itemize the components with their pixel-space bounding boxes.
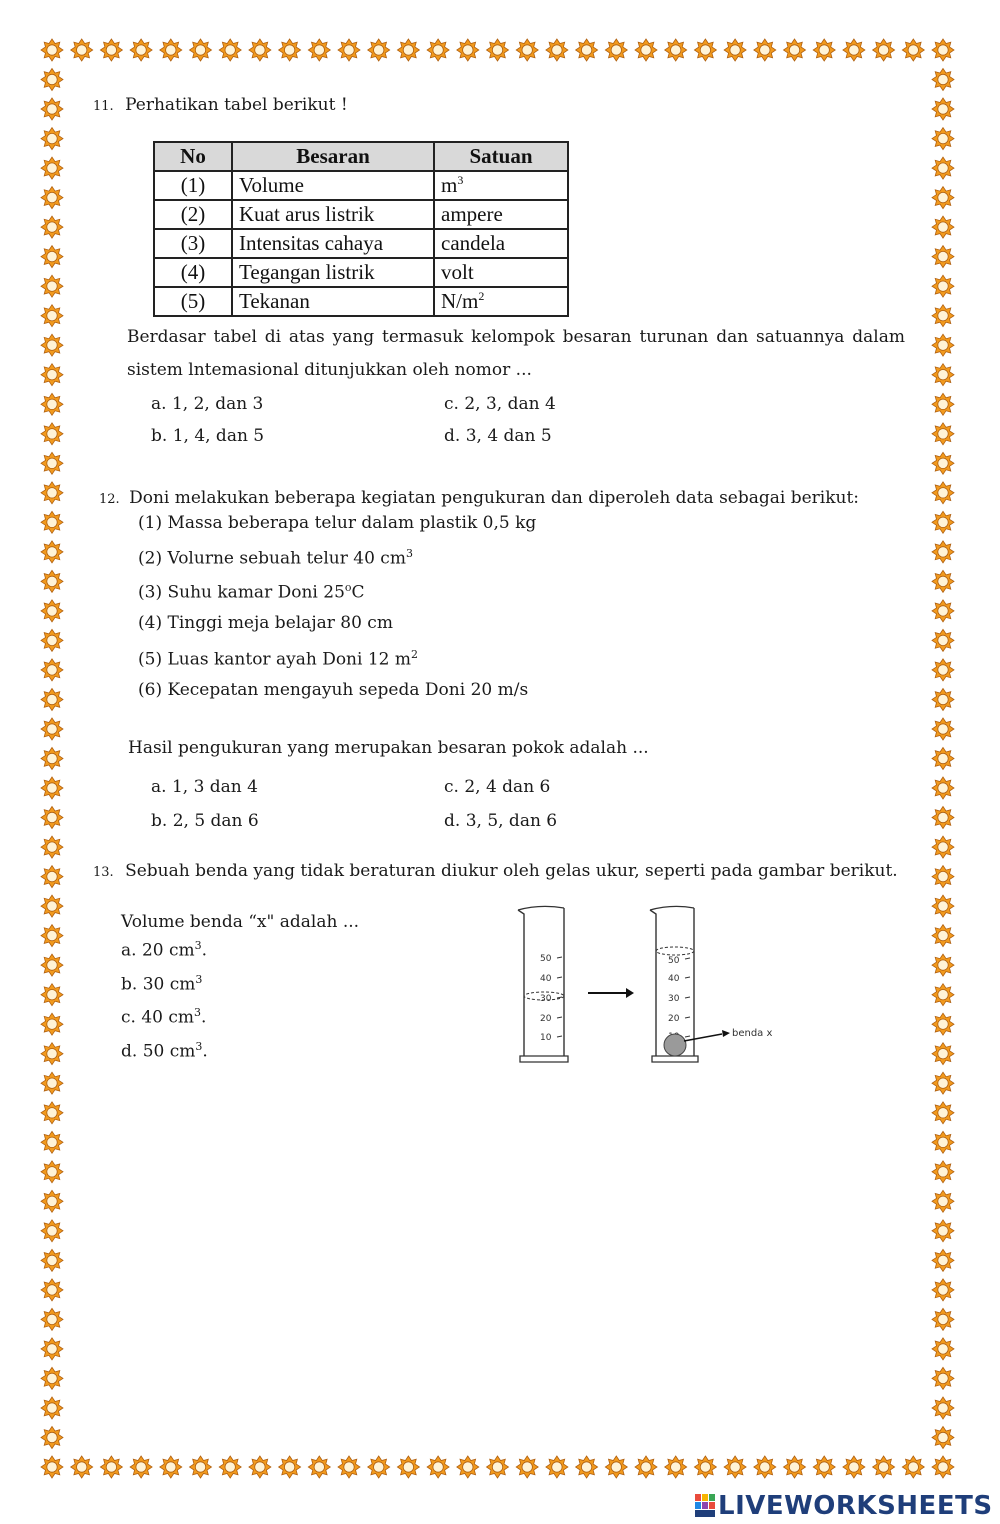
sun-ornament <box>932 689 954 711</box>
sun-ornament <box>190 1456 212 1478</box>
sun-ornament <box>41 98 63 120</box>
liveworksheets-logo <box>694 1491 993 1521</box>
table-header-besaran: Besaran <box>232 142 434 171</box>
sun-ornament <box>932 305 954 327</box>
sun-ornament <box>41 866 63 888</box>
object-x <box>664 1034 686 1056</box>
sun-ornament <box>932 659 954 681</box>
q13-prompt: Sebuah benda yang tidak beraturan diukur oleh gelas ukur, seperti pada gambar berikut. <box>125 861 898 881</box>
sun-ornament <box>665 1456 687 1478</box>
right-tick-50: 50 <box>668 956 680 966</box>
sun-ornament <box>932 1397 954 1419</box>
sun-ornament <box>635 39 657 61</box>
sun-ornament <box>190 39 212 61</box>
sun-ornament <box>41 39 63 61</box>
q13-option-d[interactable]: d. 50 $cm^3$. <box>121 1040 208 1062</box>
q13-option-b[interactable]: b. 30 $cm^3$ <box>121 973 203 995</box>
sun-ornament <box>873 39 895 61</box>
q12-number: 12. <box>99 492 120 507</box>
sun-ornament <box>249 1456 271 1478</box>
q12-prompt: Doni melakukan beberapa kegiatan pengukuran dan diperoleh data sebagai berikut: <box>129 488 860 508</box>
sun-ornament <box>41 1161 63 1183</box>
table-row: (2) Kuat arus listrik ampere <box>154 200 568 229</box>
sun-ornament <box>41 1043 63 1065</box>
sun-ornament <box>932 1220 954 1242</box>
right-tick-30: 30 <box>668 994 680 1004</box>
sun-ornament <box>932 1190 954 1212</box>
object-x-label: benda x <box>732 1028 773 1039</box>
q11-option-c[interactable]: c. 2, 3, dan 4 <box>444 394 556 414</box>
sun-ornament <box>41 393 63 415</box>
sun-ornament <box>41 1072 63 1094</box>
sun-ornament <box>41 1249 63 1271</box>
q11-table-container <box>153 141 569 317</box>
sun-ornament <box>932 1013 954 1035</box>
q12-option-c[interactable]: c. 2, 4 dan 6 <box>444 777 551 797</box>
sun-ornament <box>100 39 122 61</box>
sun-ornament <box>932 1308 954 1330</box>
sun-ornament <box>932 984 954 1006</box>
sun-ornament <box>932 1279 954 1301</box>
sun-ornament <box>41 1131 63 1153</box>
table-row: (5) Tekanan $N/m^2$ <box>154 287 568 316</box>
sun-ornament <box>932 511 954 533</box>
sun-ornament <box>41 689 63 711</box>
q11-option-b[interactable]: b. 1, 4, dan 5 <box>151 426 265 446</box>
sun-ornament <box>160 1456 182 1478</box>
sun-ornament <box>932 39 954 61</box>
left-tick-50: 50 <box>540 954 552 964</box>
sun-ornament <box>457 39 479 61</box>
sun-ornament <box>41 954 63 976</box>
sun-ornament <box>41 718 63 740</box>
sun-ornament <box>41 984 63 1006</box>
arrow-icon <box>588 988 634 998</box>
sun-ornament <box>41 836 63 858</box>
sun-ornament <box>41 275 63 297</box>
sun-ornament <box>41 1397 63 1419</box>
right-tick-20: 20 <box>668 1014 680 1024</box>
sun-ornament <box>160 39 182 61</box>
sun-ornament <box>694 1456 716 1478</box>
sun-ornament <box>932 334 954 356</box>
sun-ornament <box>41 570 63 592</box>
sun-ornament <box>932 1338 954 1360</box>
sun-ornament <box>41 1367 63 1389</box>
sun-ornament <box>902 39 924 61</box>
q11-prompt: Perhatikan tabel berikut ! <box>125 95 348 115</box>
sun-ornament <box>932 1043 954 1065</box>
table-header-satuan: Satuan <box>434 142 568 171</box>
q13-header <box>93 863 898 880</box>
sun-ornament <box>546 39 568 61</box>
sun-ornament <box>754 39 776 61</box>
sun-ornament <box>546 1456 568 1478</box>
sun-ornament <box>813 39 835 61</box>
sun-ornament <box>41 659 63 681</box>
sun-ornament <box>724 39 746 61</box>
sun-ornament <box>41 452 63 474</box>
q11-table <box>153 141 569 317</box>
sun-ornament <box>932 925 954 947</box>
sun-ornament <box>41 157 63 179</box>
right-cylinder <box>650 906 772 1062</box>
sun-ornament <box>308 1456 330 1478</box>
q12-item-1: (1) Massa beberapa telur dalam plastik 0,5 kg <box>138 513 537 533</box>
sun-ornament <box>41 305 63 327</box>
q12-stem: Hasil pengukuran yang merupakan besaran pokok adalah ... <box>128 738 649 758</box>
sun-ornament <box>41 1220 63 1242</box>
sun-ornament <box>932 216 954 238</box>
sun-ornament <box>932 69 954 91</box>
sun-ornament <box>932 128 954 150</box>
logo-text: LIVEWORKSHEETS <box>718 1491 993 1521</box>
right-tick-40: 40 <box>668 974 680 984</box>
sun-ornament <box>932 393 954 415</box>
q11-stem-line2: sistem lntemasional ditunjukkan oleh nomor ... <box>127 360 532 380</box>
sun-ornament <box>41 1456 63 1478</box>
sun-ornament <box>397 39 419 61</box>
sun-ornament <box>41 629 63 651</box>
sun-ornament <box>41 1190 63 1212</box>
table-header-no: No <box>154 142 232 171</box>
q11-option-a[interactable]: a. 1, 2, dan 3 <box>151 394 264 414</box>
sun-ornament <box>249 39 271 61</box>
sun-ornament <box>397 1456 419 1478</box>
q13-option-c[interactable]: c. 40 $cm^3$. <box>121 1006 207 1028</box>
logo-icon <box>694 1493 716 1519</box>
sun-ornament <box>932 246 954 268</box>
sun-ornament <box>427 39 449 61</box>
sun-ornament <box>368 39 390 61</box>
sun-ornament <box>843 1456 865 1478</box>
q12-option-d[interactable]: d. 3, 5, dan 6 <box>444 811 558 831</box>
sun-ornament <box>724 1456 746 1478</box>
sun-ornament <box>932 98 954 120</box>
sun-ornament <box>279 1456 301 1478</box>
q13-number: 13. <box>93 865 114 880</box>
sun-ornament <box>932 1102 954 1124</box>
q12-item-4: (4) Tinggi meja belajar 80 cm <box>138 613 393 633</box>
sun-ornament <box>41 1427 63 1449</box>
sun-ornament <box>754 1456 776 1478</box>
sun-ornament <box>41 187 63 209</box>
sun-ornament <box>932 748 954 770</box>
left-tick-40: 40 <box>540 974 552 984</box>
sun-ornament <box>932 954 954 976</box>
sun-ornament <box>308 39 330 61</box>
q12-item-3: (3) Suhu kamar Doni 25$^o$C <box>138 581 365 603</box>
table-row: (1) Volume $m^3$ <box>154 171 568 200</box>
sun-ornament <box>427 1456 449 1478</box>
sun-ornament <box>813 1456 835 1478</box>
sun-ornament <box>932 187 954 209</box>
sun-ornament <box>932 895 954 917</box>
sun-ornament <box>932 275 954 297</box>
sun-ornament <box>41 1013 63 1035</box>
sun-ornament <box>932 157 954 179</box>
sun-ornament <box>605 39 627 61</box>
sun-ornament <box>932 836 954 858</box>
sun-ornament <box>932 777 954 799</box>
sun-ornament <box>605 1456 627 1478</box>
sun-ornament <box>932 1427 954 1449</box>
q12-option-b[interactable]: b. 2, 5 dan 6 <box>151 811 259 831</box>
sun-ornament <box>41 246 63 268</box>
sun-ornament <box>71 39 93 61</box>
sun-ornament <box>932 452 954 474</box>
sun-ornament <box>41 216 63 238</box>
sun-ornament <box>41 1279 63 1301</box>
sun-ornament <box>41 364 63 386</box>
sun-ornament <box>457 1456 479 1478</box>
sun-ornament <box>41 748 63 770</box>
sun-ornament <box>41 423 63 445</box>
sun-ornament <box>41 777 63 799</box>
sun-ornament <box>219 39 241 61</box>
left-tick-10: 10 <box>540 1033 552 1043</box>
sun-ornament <box>843 39 865 61</box>
q12-header <box>99 490 859 507</box>
sun-ornament <box>784 1456 806 1478</box>
sun-ornament <box>41 807 63 829</box>
sun-ornament <box>932 364 954 386</box>
q12-item-6: (6) Kecepatan mengayuh sepeda Doni 20 m/s <box>138 680 529 700</box>
sun-ornament <box>932 541 954 563</box>
sun-ornament <box>932 629 954 651</box>
sun-ornament <box>130 1456 152 1478</box>
sun-ornament <box>576 1456 598 1478</box>
sun-ornament <box>932 482 954 504</box>
sun-ornament <box>576 39 598 61</box>
q12-item-2: (2) Volurne sebuah telur 40 $cm^3$ <box>138 547 413 569</box>
sun-ornament <box>932 1367 954 1389</box>
sun-ornament <box>41 1102 63 1124</box>
sun-ornament <box>932 807 954 829</box>
sun-ornament <box>665 39 687 61</box>
sun-ornament <box>932 1072 954 1094</box>
sun-ornament <box>932 1161 954 1183</box>
sun-ornament <box>932 866 954 888</box>
q11-number: 11. <box>93 99 114 114</box>
measuring-cylinder-figure <box>510 900 800 1075</box>
q11-option-d[interactable]: d. 3, 4 dan 5 <box>444 426 552 446</box>
sun-ornament <box>41 600 63 622</box>
sun-ornament <box>71 1456 93 1478</box>
sun-ornament <box>100 1456 122 1478</box>
sun-ornament <box>932 570 954 592</box>
left-tick-30: 30 <box>540 994 552 1004</box>
table-row: (4) Tegangan listrik volt <box>154 258 568 287</box>
sun-ornament <box>902 1456 924 1478</box>
left-cylinder <box>518 906 568 1062</box>
q12-item-5: (5) Luas kantor ayah Doni 12 $m^2$ <box>138 648 419 670</box>
q13-stem: Volume benda “x" adalah ... <box>121 912 360 932</box>
sun-ornament <box>368 1456 390 1478</box>
sun-ornament <box>932 718 954 740</box>
sun-ornament <box>932 1249 954 1271</box>
sun-ornament <box>694 39 716 61</box>
sun-ornament <box>41 541 63 563</box>
sun-ornament <box>279 39 301 61</box>
sun-ornament <box>932 1131 954 1153</box>
sun-ornament <box>487 39 509 61</box>
sun-ornament <box>41 1338 63 1360</box>
sun-ornament <box>41 128 63 150</box>
sun-ornament <box>41 1308 63 1330</box>
sun-ornament <box>516 1456 538 1478</box>
q12-option-a[interactable]: a. 1, 3 dan 4 <box>151 777 258 797</box>
sun-ornament <box>932 600 954 622</box>
q11-stem-line1: Berdasar tabel di atas yang termasuk kelompok besaran turunan dan satuannya dalam <box>127 327 905 347</box>
sun-ornament <box>41 69 63 91</box>
sun-ornament <box>487 1456 509 1478</box>
sun-ornament <box>338 1456 360 1478</box>
sun-ornament <box>932 1456 954 1478</box>
sun-ornament <box>873 1456 895 1478</box>
table-row: (3) Intensitas cahaya candela <box>154 229 568 258</box>
sun-ornament <box>41 482 63 504</box>
sun-ornament <box>635 1456 657 1478</box>
sun-ornament <box>932 423 954 445</box>
sun-ornament <box>338 39 360 61</box>
sun-ornament <box>41 895 63 917</box>
sun-ornament <box>41 334 63 356</box>
sun-ornament <box>219 1456 241 1478</box>
sun-ornament <box>784 39 806 61</box>
left-tick-20: 20 <box>540 1014 552 1024</box>
sun-ornament <box>41 925 63 947</box>
q13-option-a[interactable]: a. 20 $cm^3$. <box>121 939 208 961</box>
sun-ornament <box>516 39 538 61</box>
sun-ornament <box>41 511 63 533</box>
q11-header <box>93 97 348 114</box>
sun-ornament <box>130 39 152 61</box>
